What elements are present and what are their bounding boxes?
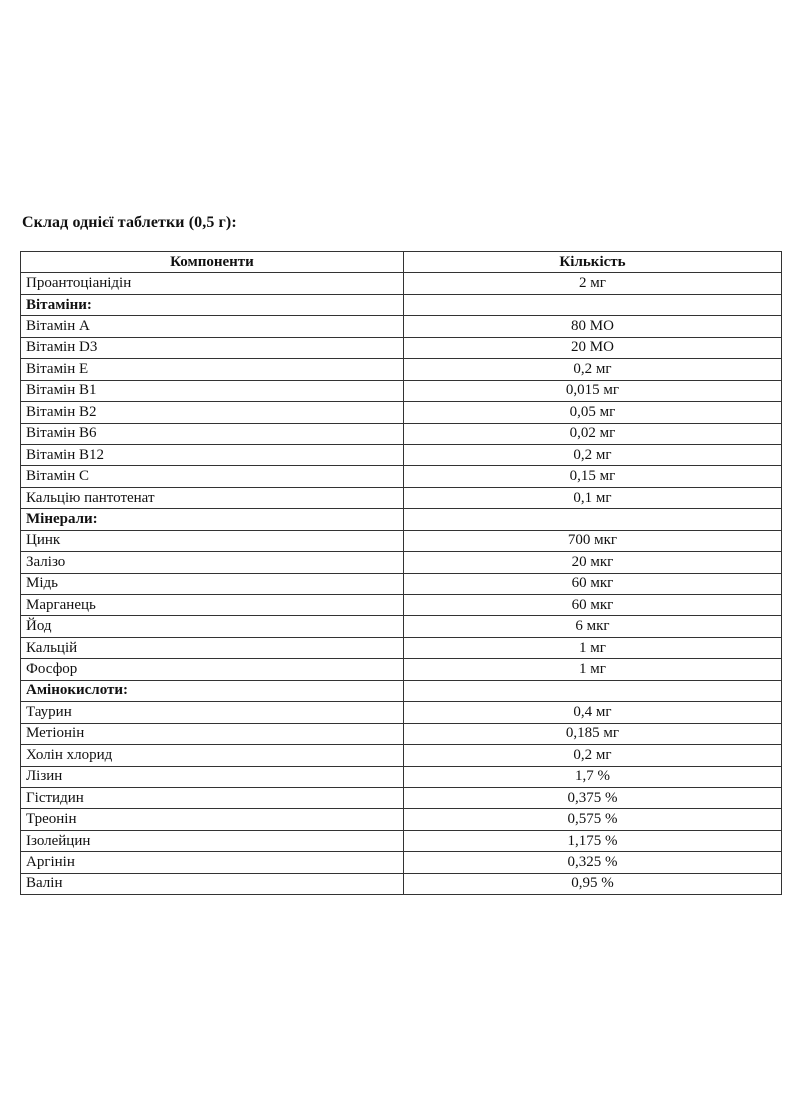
table-row xyxy=(21,745,782,766)
table-body xyxy=(21,273,782,895)
component-quantity xyxy=(404,509,782,530)
document-title: Склад однієї таблетки (0,5 г): xyxy=(22,214,237,231)
table-row xyxy=(21,359,782,380)
table-row xyxy=(21,659,782,680)
component-quantity: 0,02 мг xyxy=(404,423,782,444)
component-quantity: 0,05 мг xyxy=(404,402,782,423)
component-name: Кальцій xyxy=(21,637,404,658)
component-name: Марганець xyxy=(21,595,404,616)
table-row xyxy=(21,552,782,573)
table-row xyxy=(21,787,782,808)
table-row xyxy=(21,595,782,616)
column-header-components: Компоненти xyxy=(21,252,404,273)
table-row xyxy=(21,637,782,658)
component-name: Валін xyxy=(21,873,404,894)
component-name: Вітамін В6 xyxy=(21,423,404,444)
component-name: Фосфор xyxy=(21,659,404,680)
table-row xyxy=(21,316,782,337)
component-name: Вітамін В1 xyxy=(21,380,404,401)
section-header-row xyxy=(21,509,782,530)
component-name: Цинк xyxy=(21,530,404,551)
component-quantity: 0,2 мг xyxy=(404,359,782,380)
table-row xyxy=(21,830,782,851)
section-label: Амінокислоти: xyxy=(21,680,404,701)
table-row xyxy=(21,530,782,551)
component-quantity: 0,575 % xyxy=(404,809,782,830)
component-name: Вітамін С xyxy=(21,466,404,487)
table-row xyxy=(21,402,782,423)
component-quantity: 1 мг xyxy=(404,637,782,658)
table-row xyxy=(21,616,782,637)
component-quantity: 1,175 % xyxy=(404,830,782,851)
table-row xyxy=(21,723,782,744)
component-name: Йод xyxy=(21,616,404,637)
component-quantity: 20 МО xyxy=(404,337,782,358)
component-name: Кальцію пантотенат xyxy=(21,487,404,508)
table-row xyxy=(21,466,782,487)
column-header-quantity: Кількість xyxy=(404,252,782,273)
table-row xyxy=(21,444,782,465)
component-name: Лізин xyxy=(21,766,404,787)
component-quantity: 6 мкг xyxy=(404,616,782,637)
component-quantity: 1 мг xyxy=(404,659,782,680)
component-quantity: 0,95 % xyxy=(404,873,782,894)
table-row xyxy=(21,273,782,294)
component-quantity: 0,015 мг xyxy=(404,380,782,401)
component-quantity xyxy=(404,680,782,701)
component-name: Таурин xyxy=(21,702,404,723)
composition-table xyxy=(20,251,782,895)
component-name: Ізолейцин xyxy=(21,830,404,851)
component-quantity: 0,185 мг xyxy=(404,723,782,744)
component-quantity: 0,4 мг xyxy=(404,702,782,723)
component-name: Холін хлорид xyxy=(21,745,404,766)
section-label: Вітаміни: xyxy=(21,294,404,315)
component-name: Вітамін D3 xyxy=(21,337,404,358)
table-row xyxy=(21,380,782,401)
component-name: Проантоціанідін xyxy=(21,273,404,294)
section-label: Мінерали: xyxy=(21,509,404,530)
table-row xyxy=(21,423,782,444)
component-quantity: 0,1 мг xyxy=(404,487,782,508)
table-row xyxy=(21,487,782,508)
component-quantity xyxy=(404,294,782,315)
component-quantity: 0,325 % xyxy=(404,852,782,873)
component-quantity: 0,2 мг xyxy=(404,745,782,766)
table-row xyxy=(21,809,782,830)
table-row xyxy=(21,337,782,358)
table-row xyxy=(21,852,782,873)
component-quantity: 0,15 мг xyxy=(404,466,782,487)
component-quantity: 0,2 мг xyxy=(404,444,782,465)
component-name: Метіонін xyxy=(21,723,404,744)
component-quantity: 0,375 % xyxy=(404,787,782,808)
component-name: Вітамін В2 xyxy=(21,402,404,423)
table-row xyxy=(21,873,782,894)
component-quantity: 1,7 % xyxy=(404,766,782,787)
component-name: Треонін xyxy=(21,809,404,830)
table-header-row xyxy=(21,252,782,273)
component-name: Аргінін xyxy=(21,852,404,873)
component-name: Вітамін Е xyxy=(21,359,404,380)
table-row xyxy=(21,766,782,787)
component-quantity: 60 мкг xyxy=(404,573,782,594)
component-quantity: 80 МО xyxy=(404,316,782,337)
section-header-row xyxy=(21,680,782,701)
component-quantity: 2 мг xyxy=(404,273,782,294)
component-quantity: 60 мкг xyxy=(404,595,782,616)
component-name: Гістидин xyxy=(21,787,404,808)
component-name: Мідь xyxy=(21,573,404,594)
section-header-row xyxy=(21,294,782,315)
component-quantity: 700 мкг xyxy=(404,530,782,551)
component-name: Вітамін А xyxy=(21,316,404,337)
component-name: Залізо xyxy=(21,552,404,573)
component-quantity: 20 мкг xyxy=(404,552,782,573)
component-name: Вітамін В12 xyxy=(21,444,404,465)
table-row xyxy=(21,573,782,594)
table-row xyxy=(21,702,782,723)
